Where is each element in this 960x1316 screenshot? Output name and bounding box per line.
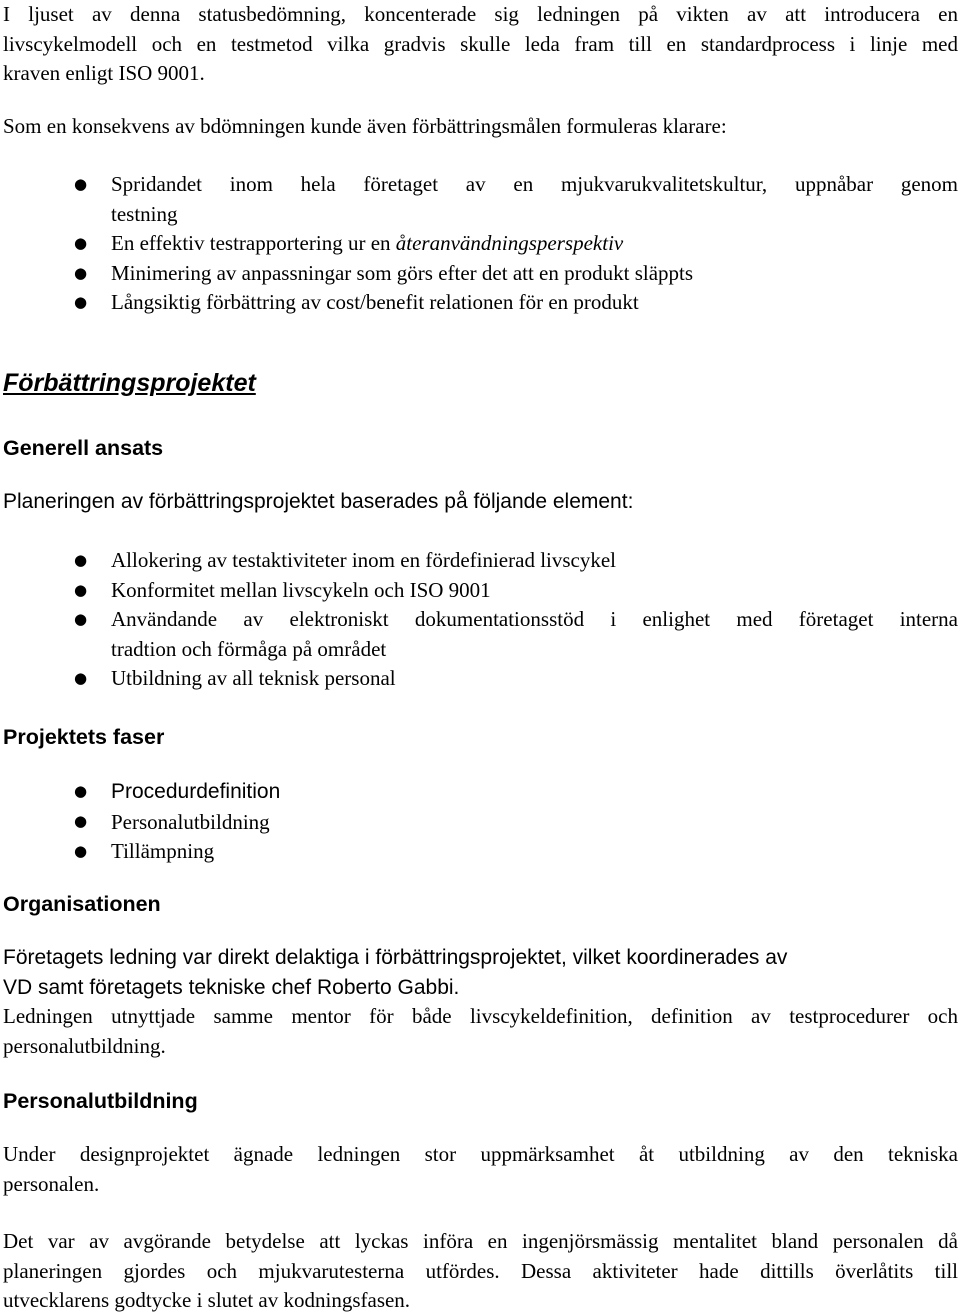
phase-item-3: Tillämpning [111, 839, 215, 863]
list-item [3, 259, 958, 289]
list-item [3, 576, 958, 606]
goal-item-4: Långsiktig förbättring av cost/benefit relationen för en produkt [111, 290, 639, 314]
intro-line-1: I ljuset av denna statusbedömning, koncenterade sig ledningen på vikten av att introducera en [3, 2, 958, 26]
goals-list [3, 170, 958, 318]
section-title: Förbättringsprojektet [3, 369, 256, 397]
list-item [3, 170, 958, 229]
bullet-icon: ● [74, 175, 88, 193]
organisation-sans-line-2: VD samt företagets tekniske chef Roberto Gabbi. [3, 975, 460, 999]
general-item-3-line-1: Användande av elektroniskt dokumentationsstöd i enlighet med företaget interna [111, 607, 958, 631]
list-item [3, 288, 958, 318]
phases-list [3, 777, 958, 867]
bullet-icon: ● [74, 551, 88, 569]
training-paragraph-2 [3, 1227, 958, 1316]
goals-intro: Som en konsekvens av bdömningen kunde även förbättringsmålen formuleras klarare: [3, 114, 727, 138]
list-item [3, 777, 958, 807]
bullet-icon: ● [74, 782, 88, 800]
list-item [3, 605, 958, 664]
organisation-sans-line-1: Företagets ledning var direkt delaktiga i förbättringsprojektet, vilket koordinerades av [3, 946, 788, 969]
bullet-icon: ● [74, 669, 88, 687]
bullet-icon: ● [74, 234, 88, 252]
goal-item-2-emphasis: återanvändningsperspektiv [395, 231, 624, 255]
list-item [3, 229, 958, 259]
organisation-paragraph [3, 943, 958, 1061]
general-intro: Planeringen av förbättringsprojektet baserades på följande element: [3, 490, 634, 513]
bullet-icon: ● [74, 811, 88, 830]
goal-item-2-prefix: En effektiv testrapportering ur en [111, 231, 396, 255]
list-item [3, 664, 958, 694]
list-item [3, 807, 958, 838]
goal-item-1-line-1: Spridandet inom hela företaget av en mjukvarukvalitetskultur, uppnåbar genom [111, 172, 958, 196]
bullet-icon: ● [74, 610, 88, 628]
bullet-icon: ● [74, 263, 88, 282]
general-item-2: Konformitet mellan livscykeln och ISO 9001 [111, 577, 491, 602]
general-heading: Generell ansats [3, 436, 164, 460]
training-p2-line-3: utvecklarens godtycke i slutet av kodningsfasen. [3, 1288, 411, 1312]
phases-heading: Projektets faser [3, 725, 165, 749]
intro-paragraph [3, 0, 958, 89]
training-p2-line-2: planeringen gjordes och mjukvarutesterna utfördes. Dessa aktiviteter hade dittills överlåtits till [3, 1258, 958, 1283]
organisation-heading: Organisationen [3, 892, 161, 916]
goal-item-3: Minimering av anpassningar som görs efter det att en produkt släppts [111, 260, 694, 285]
training-p2-line-1: Det var av avgörande betydelse att lyckas införa en ingenjörsmässig mentalitet bland personalen då [3, 1229, 958, 1253]
training-p1-line-2: personalen. [3, 1171, 100, 1196]
training-paragraph-1 [3, 1140, 958, 1199]
general-item-1: Allokering av testaktiviteter inom en fördefinierad livscykel [111, 548, 617, 572]
list-item [3, 837, 958, 867]
training-heading: Personalutbildning [3, 1089, 198, 1113]
bullet-icon: ● [74, 580, 88, 599]
phase-item-2: Personalutbildning [111, 809, 270, 834]
intro-line-3: kraven enligt ISO 9001. [3, 61, 205, 85]
general-item-3-line-2: tradtion och förmåga på området [111, 636, 387, 661]
list-item [3, 546, 958, 576]
bullet-icon: ● [74, 293, 88, 311]
general-item-4: Utbildning av all teknisk personal [111, 666, 396, 690]
bullet-icon: ● [74, 842, 88, 860]
organisation-serif-line-1: Ledningen utnyttjade samme mentor för både livscykeldefinition, definition av testprocedurer och [3, 1004, 958, 1028]
organisation-serif-line-2: personalutbildning. [3, 1033, 166, 1058]
goal-item-1-line-2: testning [111, 201, 178, 226]
intro-line-2: livscykelmodell och en testmetod vilka gradvis skulle leda fram till en standardprocess i linje med [3, 31, 958, 56]
general-list [3, 546, 958, 694]
training-p1-line-1: Under designprojektet ägnade ledningen stor uppmärksamhet åt utbildning av den tekniska [3, 1142, 958, 1166]
phase-item-1: Procedurdefinition [111, 780, 281, 803]
